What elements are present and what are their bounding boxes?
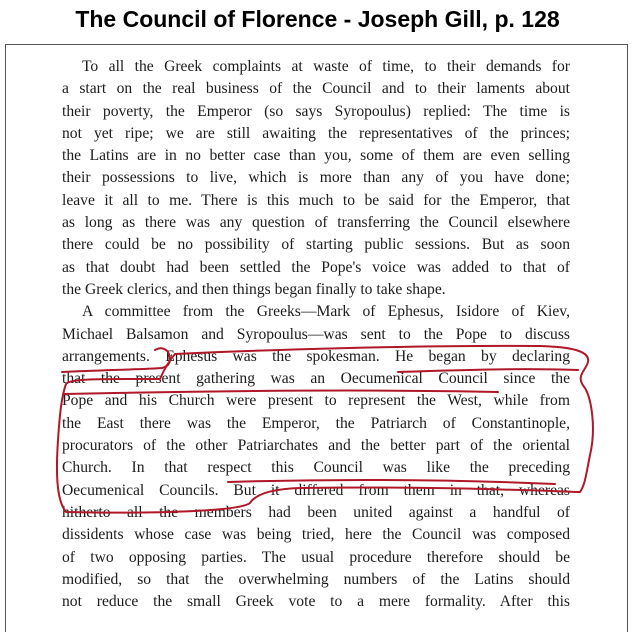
text-line: a start on the real business of the Council and to their laments about: [62, 80, 570, 98]
book-text: [62, 56, 570, 613]
text-line: that the present gathering was an Oecumenical Council since the: [62, 370, 570, 388]
text-line: as that doubt had been settled the Pope's voice was added to that of: [62, 258, 570, 276]
text-line: arrangements. Ephesus was the spokesman. He began by declaring: [62, 347, 570, 365]
text-line: hitherto all the members had been united against a handful of: [62, 503, 570, 521]
text-line: Oecumenical Councils. But it differed from them in that, whereas: [62, 481, 570, 499]
text-line: the East there was the Emperor, the Patriarch of Constantinople,: [62, 414, 570, 432]
text-line: their poverty, the Emperor (so says Syropoulus) replied: The time is: [62, 102, 570, 120]
text-line: not yet ripe; we are still awaiting the representatives of the princes;: [62, 124, 570, 142]
text-line: A committee from the Greeks—Mark of Ephesus, Isidore of Kiev,: [82, 303, 570, 321]
text-line: dissidents whose case was being tried, here the Council was composed: [62, 526, 570, 544]
text-line: the Greek clerics, and then things began finally to take shape.: [62, 280, 446, 298]
page-title: The Council of Florence - Joseph Gill, p. 128: [75, 6, 560, 32]
text-line: as long as there was any question of transferring the Council elsewhere: [62, 214, 570, 232]
text-line: procurators of the other Patriarchates and the better part of the oriental: [62, 437, 570, 455]
text-line: the Latins are in no better case than you, some of them are even selling: [62, 147, 570, 165]
text-line: To all the Greek complaints at waste of time, to their demands for: [82, 58, 570, 75]
text-line: of two opposing parties. The usual procedure therefore should be: [62, 548, 570, 566]
text-line: modified, so that the overwhelming numbers of the Latins should: [62, 570, 570, 588]
text-line: Church. In that respect this Council was like the preceding: [62, 459, 570, 477]
text-line: there could be no possibility of starting public sessions. But as soon: [62, 236, 570, 254]
text-line: Michael Balsamon and Syropoulus—was sent to the Pope to discuss: [62, 325, 570, 343]
text-line: not reduce the small Greek vote to a mere formality. After this: [62, 593, 570, 611]
text-line: Pope and his Church were present to represent the West, while from: [62, 392, 570, 410]
text-line: leave it all to me. There is this much to be said for the Emperor, that: [62, 191, 570, 209]
text-line: their possessions to live, which is more than any of you have done;: [62, 169, 570, 187]
